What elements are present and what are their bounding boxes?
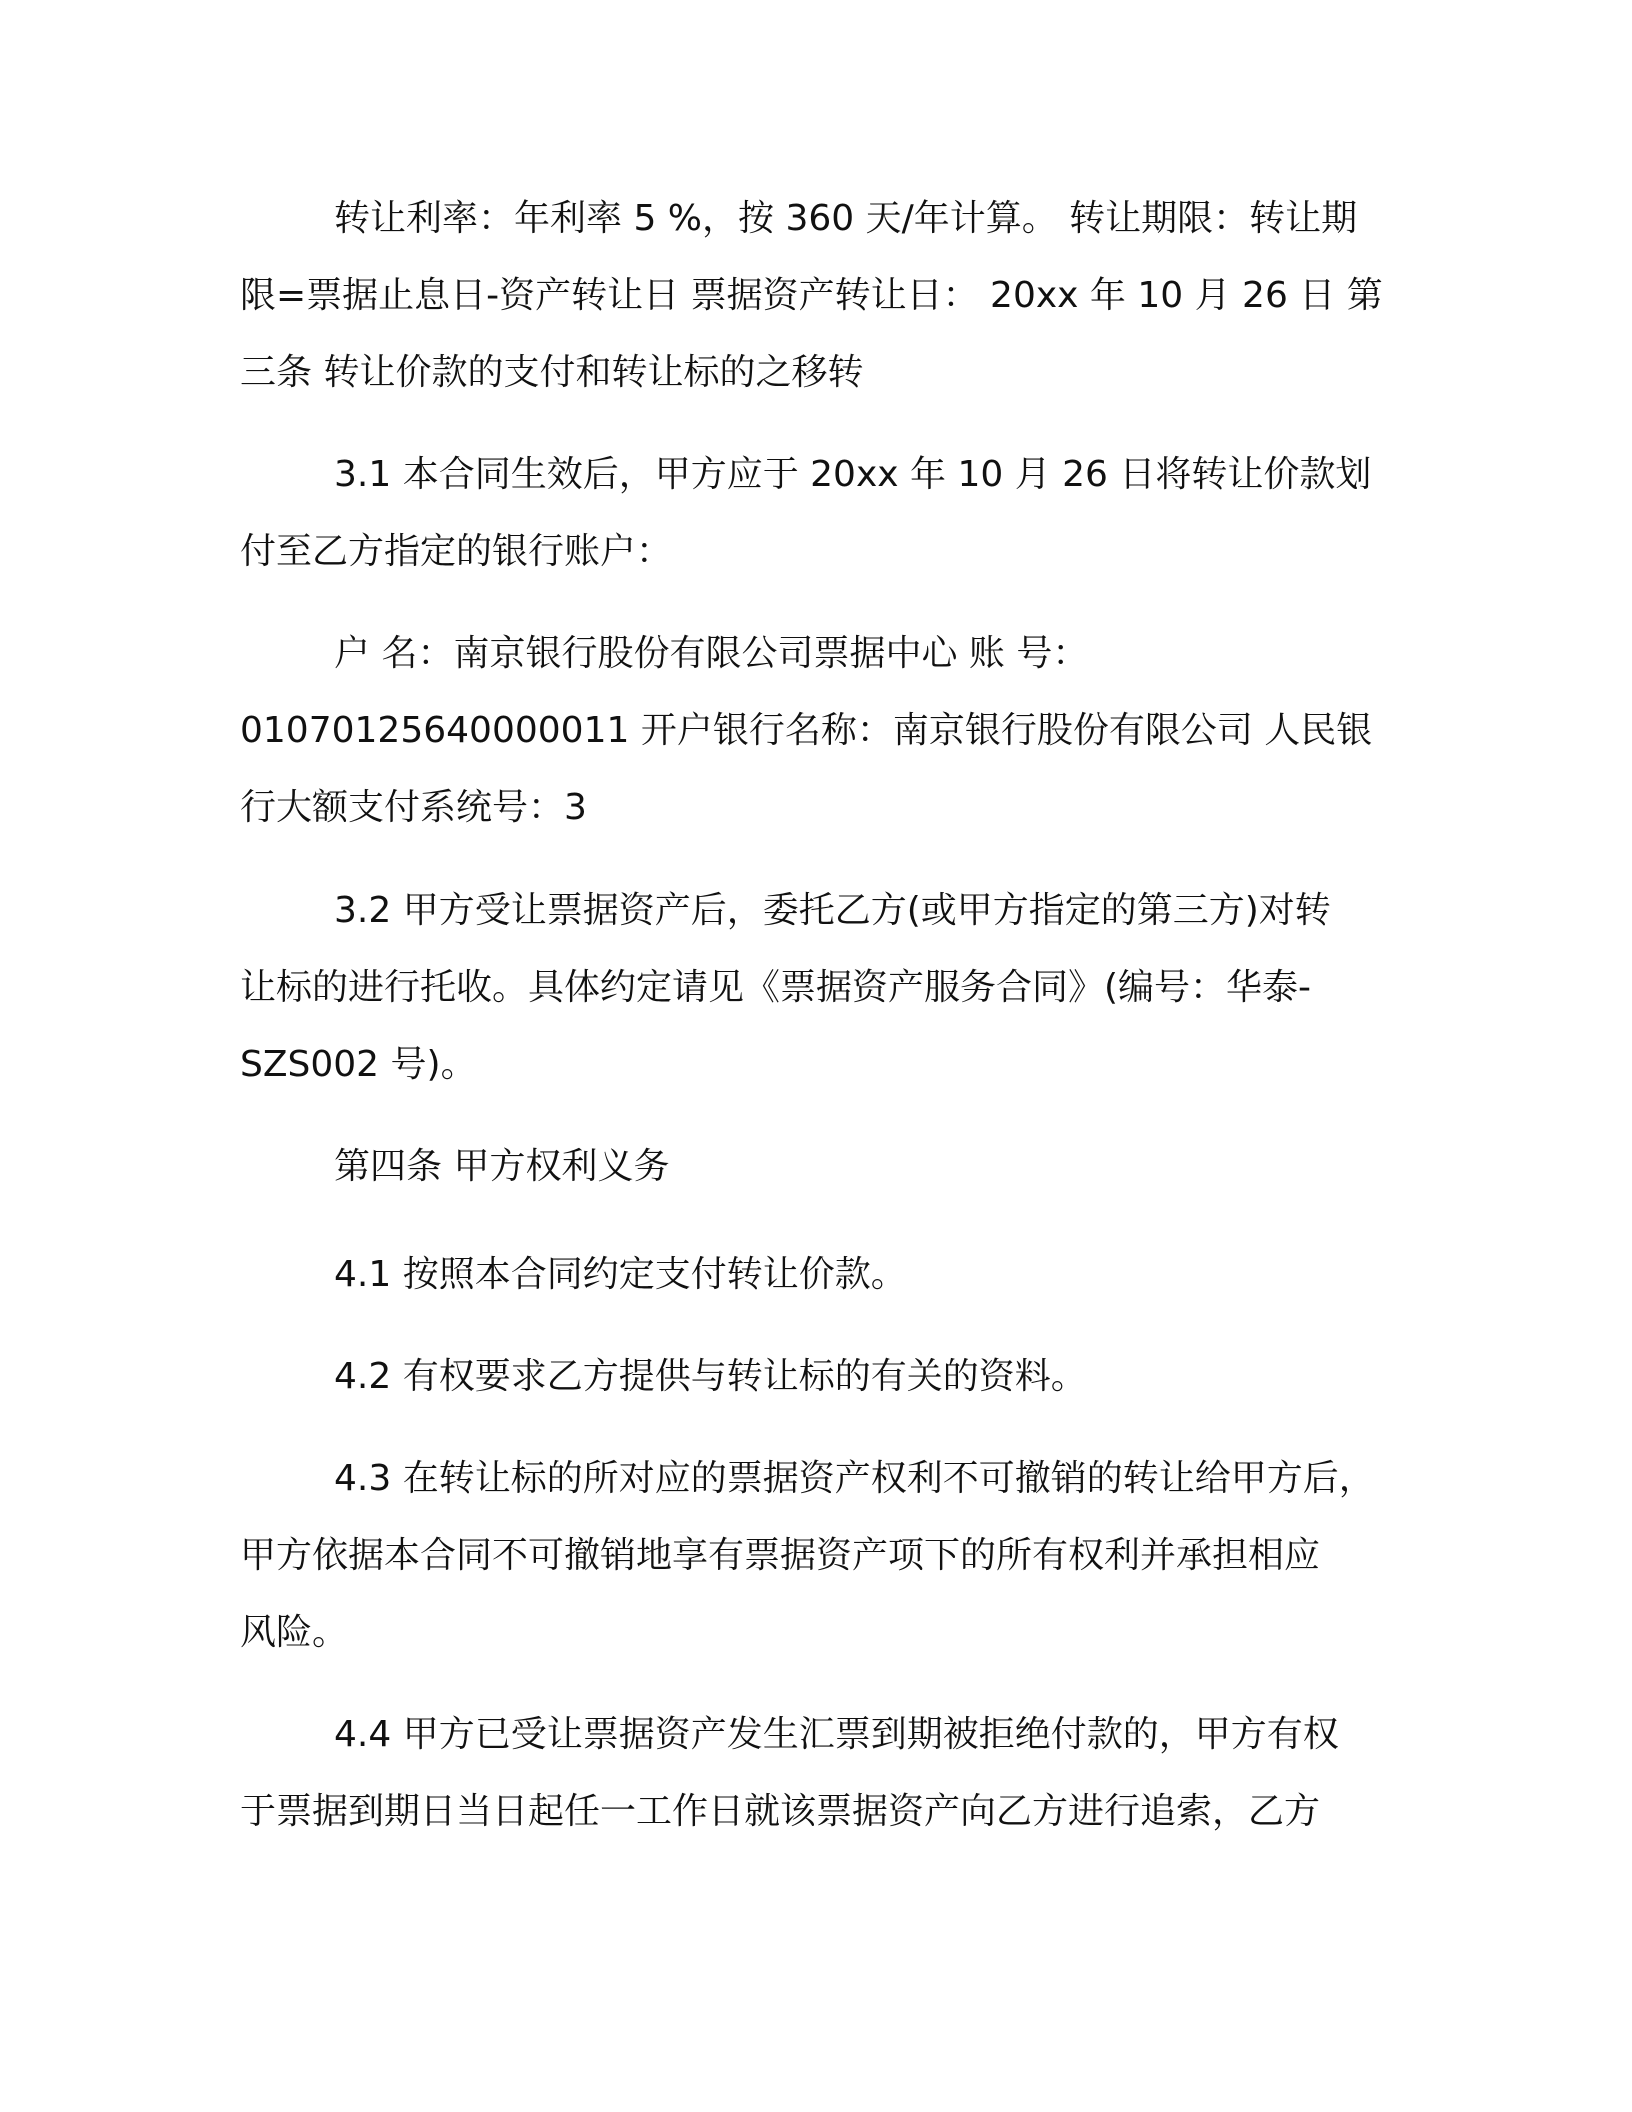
text-line: 3.2 甲方受让票据资产后，委托乙方(或甲方指定的第三方)对转 bbox=[334, 890, 1331, 931]
text-line: SZS002 号)。 bbox=[240, 1044, 477, 1085]
paragraph-bank-account bbox=[240, 615, 1390, 846]
text-line: 4.2 有权要求乙方提供与转让标的有关的资料。 bbox=[334, 1356, 1087, 1397]
section-heading: 第四条 甲方权利义务 bbox=[334, 1146, 670, 1187]
paragraph-4-2 bbox=[240, 1338, 1390, 1415]
text-line: 户 名：南京银行股份有限公司票据中心 账 号： bbox=[334, 633, 1089, 674]
paragraph-transfer-terms bbox=[240, 180, 1390, 411]
paragraph-4-4 bbox=[240, 1696, 1390, 1850]
section-heading-article-4 bbox=[240, 1128, 1390, 1205]
text-line: 限=票据止息日-资产转让日 票据资产转让日： 20xx 年 10 月 26 日 第 bbox=[240, 275, 1383, 316]
paragraph-3-1 bbox=[240, 436, 1390, 590]
paragraph-4-1 bbox=[240, 1236, 1390, 1313]
text-line: 付至乙方指定的银行账户： bbox=[240, 531, 673, 572]
paragraph-3-2 bbox=[240, 872, 1390, 1103]
text-line: 01070125640000011 开户银行名称：南京银行股份有限公司 人民银 bbox=[240, 710, 1373, 751]
text-line: 4.3 在转让标的所对应的票据资产权利不可撤销的转让给甲方后， bbox=[334, 1458, 1375, 1499]
paragraph-4-3 bbox=[240, 1440, 1390, 1671]
text-line: 4.1 按照本合同约定支付转让价款。 bbox=[334, 1254, 907, 1295]
text-line: 转让利率：年利率 5 %，按 360 天/年计算。 转让期限：转让期 bbox=[334, 198, 1358, 239]
text-line: 甲方依据本合同不可撤销地享有票据资产项下的所有权利并承担相应 bbox=[240, 1535, 1321, 1576]
text-line: 4.4 甲方已受让票据资产发生汇票到期被拒绝付款的，甲方有权 bbox=[334, 1714, 1339, 1755]
text-line: 3.1 本合同生效后，甲方应于 20xx 年 10 月 26 日将转让价款划 bbox=[334, 454, 1372, 495]
text-line: 三条 转让价款的支付和转让标的之移转 bbox=[240, 352, 864, 393]
text-line: 让标的进行托收。具体约定请见《票据资产服务合同》(编号：华泰- bbox=[240, 967, 1312, 1008]
text-line: 风险。 bbox=[240, 1612, 349, 1653]
text-line: 于票据到期日当日起任一工作日就该票据资产向乙方进行追索，乙方 bbox=[240, 1791, 1321, 1832]
text-line: 行大额支付系统号：3 bbox=[240, 787, 587, 828]
